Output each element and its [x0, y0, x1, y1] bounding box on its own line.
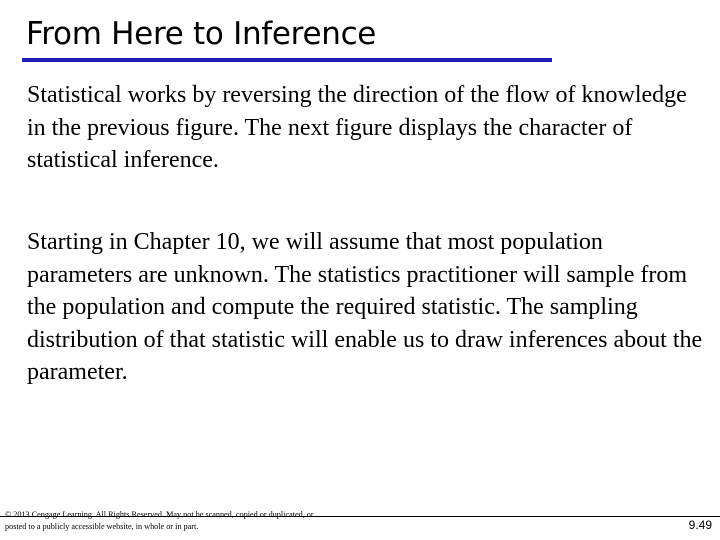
slide-number: 9.49 — [688, 518, 712, 532]
slide-title: From Here to Inference — [26, 16, 377, 52]
body-paragraph-2: Starting in Chapter 10, we will assume that most population parameters are unknown. The statistics practitioner will sample from the population and compute the required statistic. The sampling distribution of that statistic will enable us to draw inferences about the parameter. — [27, 229, 703, 385]
copyright-notice: © 2013 Cengage Learning. All Rights Reserved. May not be scanned, copied or duplicated, or posted to a publicly accessible website, in whole or in part. — [5, 510, 314, 531]
body-paragraph-1: Statistical works by reversing the direction of the flow of knowledge in the previous figure. The next figure displays the character of statistical inference. — [27, 82, 687, 173]
title-underline — [22, 58, 552, 62]
